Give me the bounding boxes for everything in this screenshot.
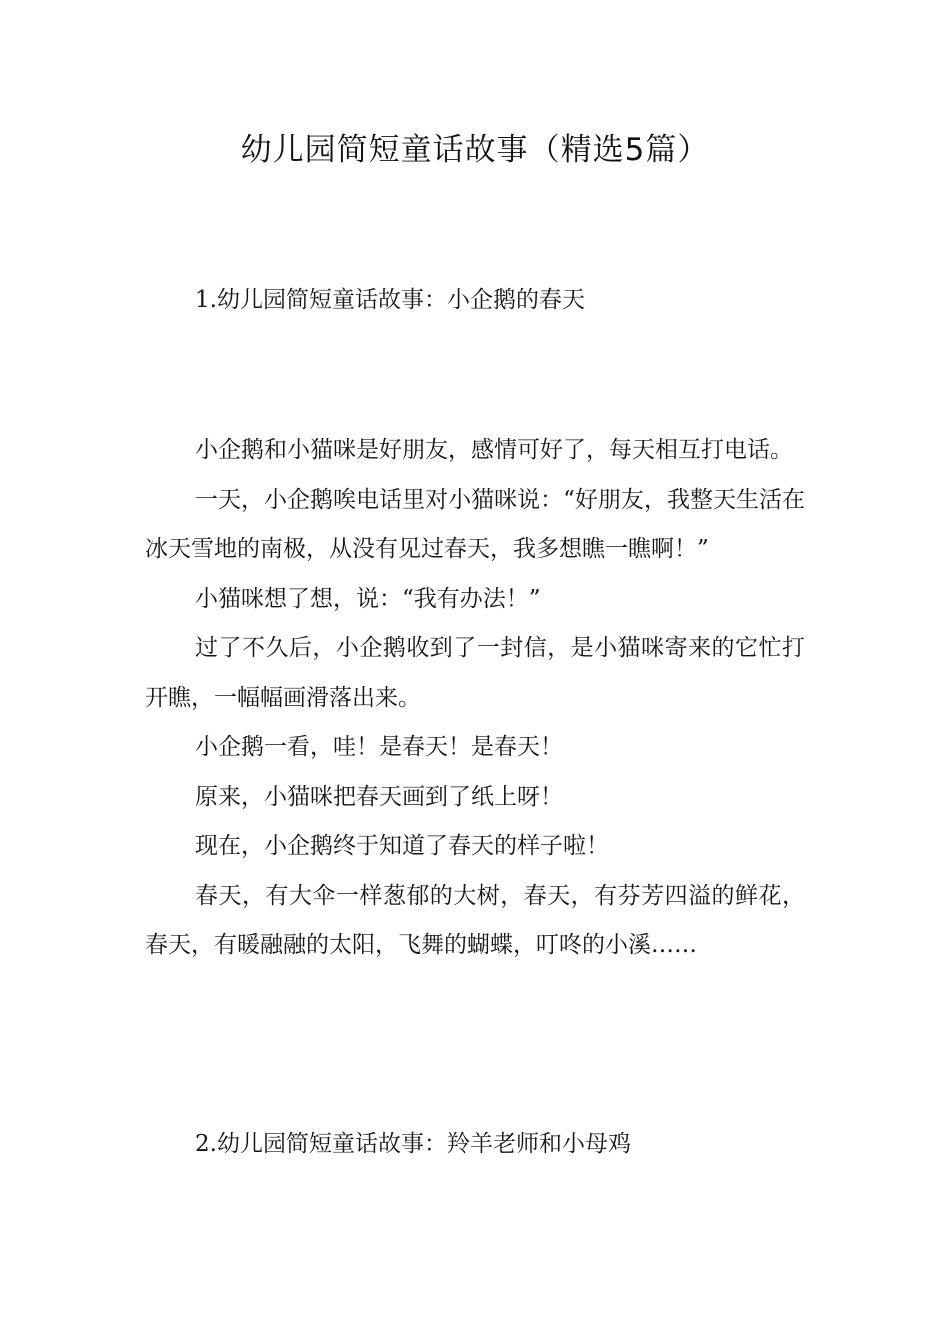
paragraph: 过了不久后，小企鹅收到了一封信，是小猫咪寄来的它忙打开瞧，一幅幅画滑落出来。 bbox=[145, 635, 805, 711]
paragraph: 一天，小企鹅唉电话里对小猫咪说：“好朋友，我整天生活在冰天雪地的南极，从没有见过春天，我多想瞧一瞧啊！” bbox=[145, 486, 805, 562]
paragraph: 现在，小企鹅终于知道了春天的样子啦！ bbox=[195, 833, 609, 859]
section-heading-2: 2.幼儿园简短童话故事：羚羊老师和小母鸡 bbox=[195, 1131, 631, 1157]
section-1-body bbox=[145, 426, 805, 971]
section-heading-1: 1.幼儿园简短童话故事：小企鹅的春天 bbox=[195, 287, 585, 313]
document-title: 幼儿园简短童话故事（精选5篇） bbox=[240, 132, 710, 168]
paragraph: 小猫咪想了想，说：“我有办法！” bbox=[195, 585, 541, 612]
paragraph: 小企鹅一看，哇！是春天！是春天！ bbox=[195, 734, 563, 760]
paragraph: 小企鹅和小猫咪是好朋友，感情可好了，每天相互打电话。 bbox=[195, 437, 793, 463]
paragraph: 春天，有大伞一样葱郁的大树，春天，有芬芳四溢的鲜花，春天，有暖融融的太阳，飞舞的蝴蝶，叮咚的小溪…… bbox=[145, 882, 805, 958]
paragraph: 原来，小猫咪把春天画到了纸上呀！ bbox=[195, 783, 563, 810]
